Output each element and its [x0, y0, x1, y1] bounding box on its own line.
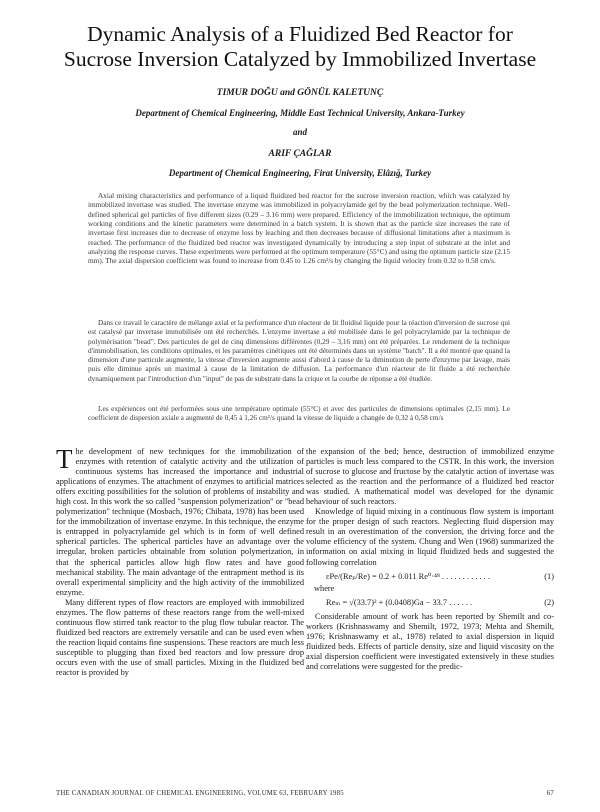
page-number: 67: [546, 790, 554, 797]
intro-paragraph-text: he development of new techniques for the immobilization of enzymes with retention of catalytic activity and the utilization of continuous systems has increased the importance and industrial applications of enzymes. The attachment of enzymes to artificial matrices offers exciting possibilities for the solution of problems of instability and high cost. In this work the so called "suspension polymerization" or "bead polymerization" technique (Mosbach, 1976; Chibata, 1978) has been used for the immobilization of invertase enzyme. In this technique, the enzyme is entrapped in polyacrylamide gel which is in form of well defined spherical particles. The spherical particles have an advantage over the irregular, broken particles obtainable from solution polymerization, in that the spherical particles allow high flow rates and have good mechanical stability. The main advantage of the entrapment method is its overall experimental simplicity and the high activity of the immobilized enzyme.: [56, 447, 304, 597]
page-footer: [56, 790, 554, 797]
body-column-left: [56, 444, 304, 678]
body-paragraph: Knowledge of liquid mixing in a continuous flow system is important for the proper design of such reactors. Neglecting fluid dispersion may result in an overestimation of the conversion, the driving force and the volume efficiency of the system. Chung and Wen (1968) summarized the information on axial mixing in liquid fluidized beds and suggested the following correlation: [306, 507, 554, 567]
abstract-english: Axial mixing characteristics and performance of a liquid fluidized bed reactor for the sucrose inversion reaction, which was catalyzed by immobilized invertase was studied. The invertase enzyme was immobilized in polyacrylamide gel by the bead polymerization technique. Well-defined spherical gel particles of five different sizes (0.29 – 3.16 mm) were prepared. Efficiency of the immobilization technique, the optimum working conditions and the kinetic parameters were determined in a batch system. It is shown that as the particle size increases the rate of invertase first increases due to decrease of enzyme loss by leaching and then decreases because of diffusional limitations after a maximum is reached. The performance of the fluidized bed reactor was investigated dynamically by introducing a step input of substrate at the inlet and analyzing the response curves. These experiments were performed at the optimum temperature (55°C) and using the optimum particle size (2.15 mm). The axial dispersion coefficient was found to increase from 0.45 to 1.26 cm²/s by changing the liquid velocity from 0.32 to 0.58 cm/s.: [88, 191, 510, 266]
equation-where: where: [314, 583, 335, 593]
body-paragraph: the expansion of the bed; hence, destruction of immobilized enzyme particles is much less compared to the CSTR. In this work, the inversion of sucrose to glucose and fructose by the catalytic action of invertase was selected as the reaction and the performance of a fluidized bed reactor was studied. A mathematical model was developed for the dynamic behaviour of such reactors.: [306, 447, 554, 507]
equation-2: [306, 598, 554, 608]
equation-2-number: (2): [544, 597, 554, 607]
body-paragraph: Many different types of flow reactors are employed with immobilized enzymes. The flow patterns of these reactors range from the well-mixed continuous flow stirred tank reactor to the plug flow tubular reactor. The fluidized bed reactors are extremely versatile and can be used even when the reaction liquid contains fine suspensions. These reactors are much less susceptible to plugging than fixed bed reactors and low pressure drop occurs even with the use of small particles. Mixing in the fluidized bed reactor is provided by: [56, 597, 304, 678]
affiliation-secondary: Department of Chemical Engineering, Firat University, Elâzığ, Turkey: [168, 168, 432, 178]
authors-primary: TIMUR DOĞU and GÖNÜL KALETUNÇ: [216, 88, 384, 98]
abstract-french-paragraph-1: Dans ce travail le caractère de mélange axial et la performance d'un réacteur de lit fluidisé liquide pour la réaction d'inversion de sucrose qui est catalysé par invertase immobilisée ont été recherchés. L'enzyme invertase a été mobilisée dans le gel polyacrylamide par la technique de polymérisation "bead". Des particules de gel de cinq dimensions différentes (0,29 – 3,16 mm) ont été préparées. Le rendement de la technique d'immobilisation, les conditions optimales, et les paramètres cinétiques ont été déterminés dans un système "batch". Il a été montré que quand la dimension d'une particule augmente, la vitesse d'inversion augmente aussi d'abord à cause de la diminution de perte d'enzyme par lavage, mais puis elle diminue après un maximal à cause de la limitation de diffusion. La performance d'un réacteur de lit fluide a été recherchée dynamiquement par l'introduction d'un "input" de pas de substrate dans la crique et la courbe de réponse a été étudiée.: [88, 318, 510, 383]
equation-2-body: Reₘ = √(33.7)² + (0.0408)Ga − 33.7 . . . . . .: [326, 597, 473, 607]
equation-1-number: (1): [544, 571, 554, 581]
title-line-2: Sucrose Inversion Catalyzed by Immobilized Invertase: [63, 47, 537, 71]
affiliation-primary: Department of Chemical Engineering, Middle East Technical University, Ankara-Turkey: [135, 108, 465, 118]
authors-secondary: ARIF ÇAĞLAR: [268, 149, 332, 159]
author-conjunction: and: [292, 127, 307, 137]
drop-cap: T: [56, 444, 73, 474]
title-line-1: Dynamic Analysis of a Fluidized Bed Reactor for: [87, 22, 513, 46]
abstract-french-paragraph-2: Les expériences ont été performées sous une température optimale (55°C) et avec des particules de dimensions optimales (2,15 mm). Le coefficient de dispersion axiale a augmenté de 0,45 à 1,26 cm²/s quand la vitesse de liquide a changée de 0,32 à 0,58 cm/s: [88, 404, 510, 423]
equation-1-body: εPe/(Reₚ/Re) = 0.2 + 0.011 Re⁰·⁴⁸ . . . . . . . . . . . .: [326, 571, 490, 581]
body-column-right: [306, 447, 554, 672]
body-paragraph: Considerable amount of work has been reported by Shemilt and co-workers (Krishnaswamy and Shemilt, 1972, 1973; Mehta and Shemilt, 1976; Krishnaswamy et al., 1978) related to axial dispersion in liquid fluidized beds. Effects of particle density, size and liquid viscosity on the axial dispersion coefficient were investigated extensively in these studies and correlations were suggested for the predic-: [306, 611, 554, 671]
equation-1: [306, 572, 554, 582]
article-title: [40, 22, 560, 72]
journal-citation: THE CANADIAN JOURNAL OF CHEMICAL ENGINEERING, VOLUME 63, FEBRUARY 1985: [56, 790, 344, 797]
intro-paragraph: [56, 444, 304, 598]
